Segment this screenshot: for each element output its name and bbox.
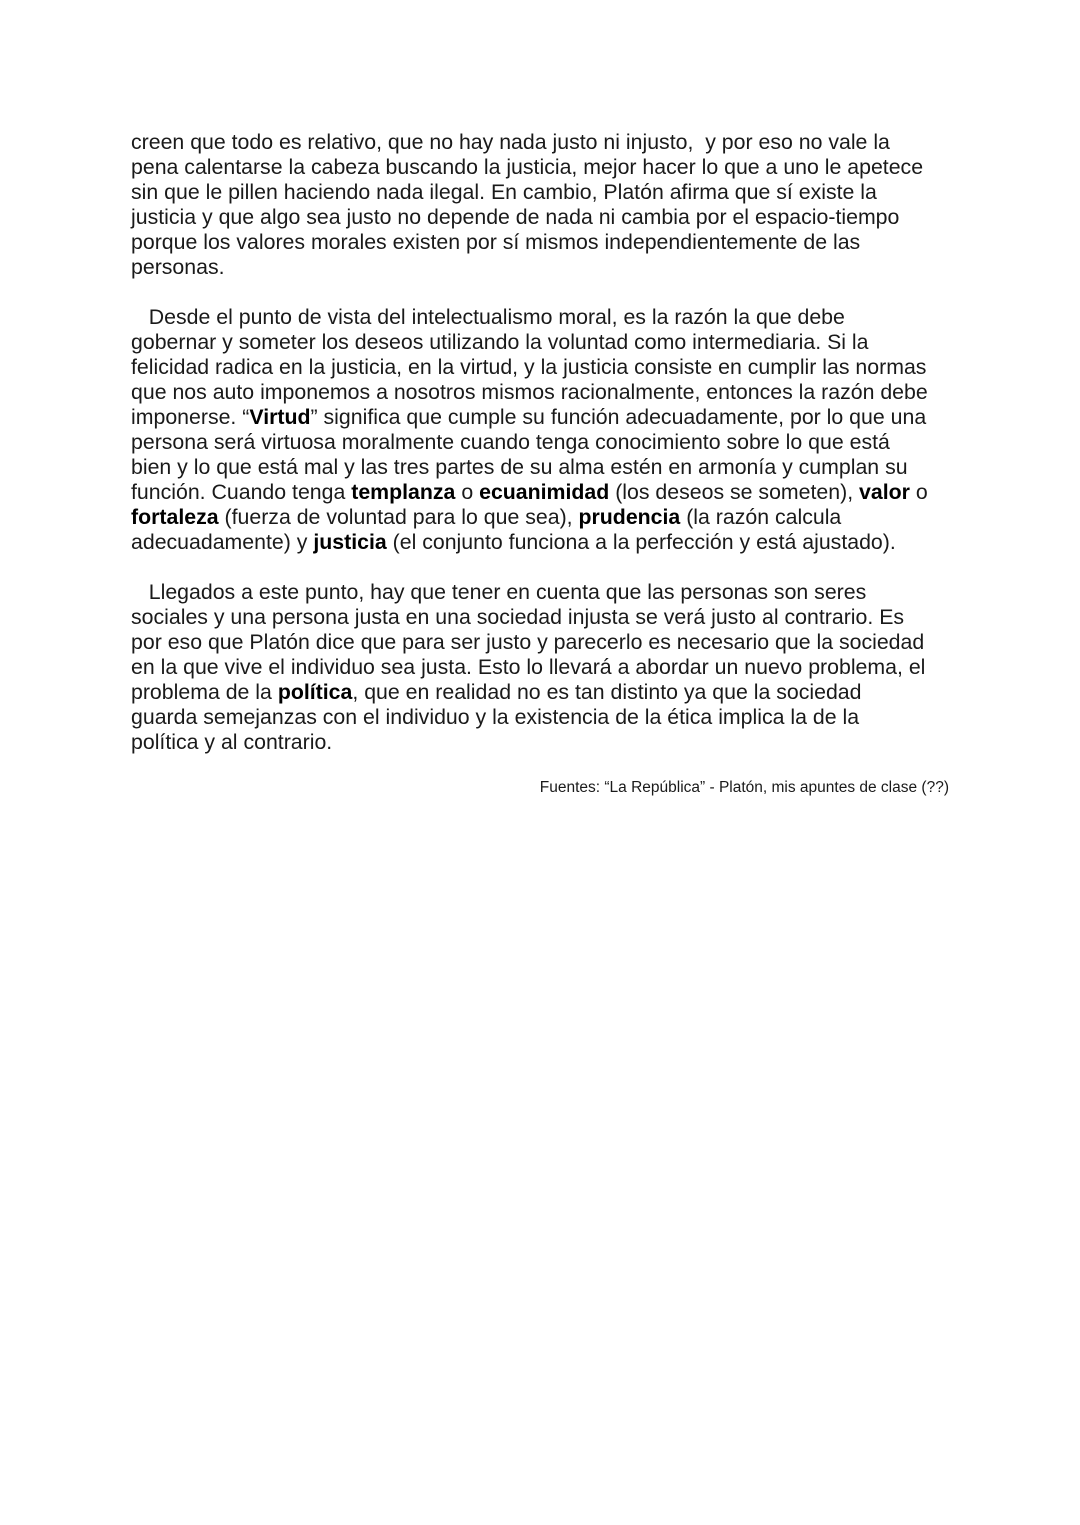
text-line — [131, 130, 961, 155]
text-run: (el conjunto funciona a la perfección y está ajustado). — [386, 530, 896, 554]
body-text — [131, 130, 961, 780]
text-run: justicia y que algo sea justo no depende de nada ni cambia por el espacio-tiempo — [131, 205, 900, 229]
text-line — [131, 530, 961, 555]
text-line — [131, 630, 961, 655]
text-run: sociales y una persona justa en una sociedad injusta se verá justo al contrario. Es — [131, 605, 905, 629]
text-run: (los deseos se someten), — [609, 480, 860, 504]
text-run: en la que vive el individuo sea justa. Esto lo llevará a abordar un nuevo problema, el — [131, 655, 926, 679]
text-line — [131, 180, 961, 205]
bold-term: justicia — [313, 530, 387, 554]
text-line — [131, 205, 961, 230]
text-line — [131, 255, 961, 280]
text-run: guarda semejanzas con el individuo y la existencia de la ética implica la de la — [131, 705, 860, 729]
text-line — [131, 680, 961, 705]
text-run: bien y lo que está mal y las tres partes de su alma estén en armonía y cumplan su — [131, 455, 908, 479]
text-line — [131, 655, 961, 680]
text-line — [131, 355, 961, 380]
text-run: persona será virtuosa moralmente cuando tenga conocimiento sobre lo que está — [131, 430, 890, 454]
bold-term: fortaleza — [131, 505, 219, 529]
text-line — [131, 705, 961, 730]
text-run: política y al contrario. — [131, 730, 333, 754]
paragraph — [131, 580, 961, 755]
bold-term: Virtud — [249, 405, 311, 429]
text-run: o — [909, 480, 928, 504]
text-run: problema de la — [131, 680, 278, 704]
text-line — [131, 330, 961, 355]
text-run: Desde el punto de vista del intelectualismo moral, es la razón la que debe — [131, 305, 845, 329]
text-run: adecuadamente) y — [131, 530, 314, 554]
text-line — [131, 480, 961, 505]
text-line — [131, 380, 961, 405]
text-run: ” significa que cumple su función adecuadamente, por lo que una — [310, 405, 927, 429]
text-run: (fuerza de voluntad para lo que sea), — [218, 505, 579, 529]
bold-term: política — [277, 680, 353, 704]
text-run: o — [455, 480, 480, 504]
text-run: sin que le pillen haciendo nada ilegal. En cambio, Platón afirma que sí existe la — [131, 180, 877, 204]
text-run: gobernar y someter los deseos utilizando la voluntad como intermediaria. Si la — [131, 330, 869, 354]
paragraph — [131, 130, 961, 280]
text-line — [131, 405, 961, 430]
sources-note: Fuentes: “La República” - Platón, mis apuntes de clase (??) — [539, 779, 949, 796]
text-line — [131, 430, 961, 455]
text-run: porque los valores morales existen por sí mismos independientemente de las — [131, 230, 861, 254]
text-run: que nos auto imponemos a nosotros mismos racionalmente, entonces la razón debe — [131, 380, 928, 404]
text-run: por eso que Platón dice que para ser justo y parecerlo es necesario que la sociedad — [131, 630, 925, 654]
text-line — [131, 455, 961, 480]
text-line — [131, 730, 961, 755]
text-line — [131, 505, 961, 530]
bold-term: valor — [859, 480, 910, 504]
bold-term: prudencia — [578, 505, 681, 529]
text-run: , que en realidad no es tan distinto ya que la sociedad — [352, 680, 862, 704]
text-line — [131, 580, 961, 605]
paragraph — [131, 305, 961, 555]
text-run: imponerse. “ — [131, 405, 250, 429]
bold-term: ecuanimidad — [479, 480, 610, 504]
text-run: personas. — [131, 255, 225, 279]
text-line — [131, 230, 961, 255]
text-run: Llegados a este punto, hay que tener en cuenta que las personas son seres — [131, 580, 867, 604]
text-run: (la razón calcula — [680, 505, 842, 529]
text-run: pena calentarse la cabeza buscando la justicia, mejor hacer lo que a uno le apetece — [131, 155, 924, 179]
text-run: creen que todo es relativo, que no hay nada justo ni injusto, y por eso no vale la — [131, 130, 890, 154]
text-run: felicidad radica en la justicia, en la virtud, y la justicia consiste en cumplir las normas — [131, 355, 927, 379]
text-run: función. Cuando tenga — [131, 480, 352, 504]
text-line — [131, 605, 961, 630]
text-line — [131, 155, 961, 180]
bold-term: templanza — [351, 480, 456, 504]
text-line — [131, 305, 961, 330]
